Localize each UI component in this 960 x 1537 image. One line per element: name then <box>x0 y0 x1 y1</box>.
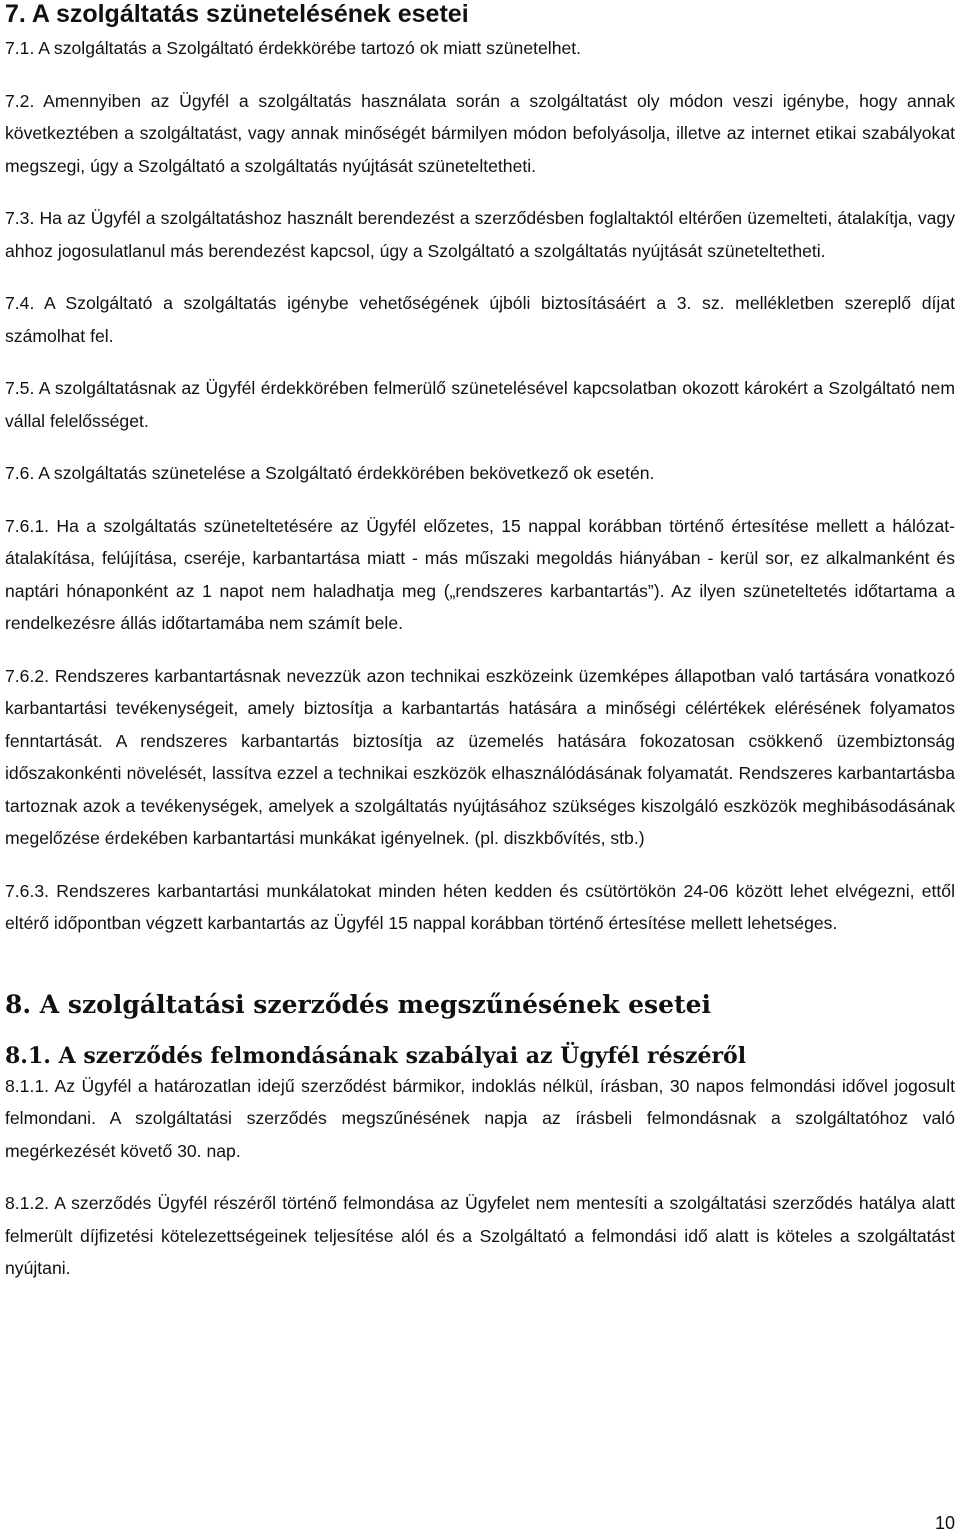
paragraph-7-2: 7.2. Amennyiben az Ügyfél a szolgáltatás használata során a szolgáltatást oly módon veszi igénybe, hogy annak következtében a szolgáltatást, vagy annak minőségét bármilyen módon befolyásolja, illetve az internet etikai szabályokat megszegi, úgy a Szolgáltató a szolgáltatás nyújtását szüneteltetheti. <box>5 90 955 176</box>
paragraph-7-4: 7.4. A Szolgáltató a szolgáltatás igénybe vehetőségének újbóli biztosításáért a 3. sz. mellékletben szereplő díjat számolhat fel. <box>5 293 955 346</box>
paragraph-7-3: 7.3. Ha az Ügyfél a szolgáltatáshoz használt berendezést a szerződésben foglaltaktól eltérően üzemelteti, átalakítja, vagy ahhoz jogosulatlanul más berendezést kapcsol, úgy a Szolgáltató a szolgáltatás nyújtását szüneteltetheti. <box>5 208 955 261</box>
paragraph-8-1-1: 8.1.1. Az Ügyfél a határozatlan idejű szerződést bármikor, indoklás nélkül, írásban, 30 napos felmondási idővel jogosult felmondani. A szolgáltatási szerződés megszűnésének napja az írásbeli felmondásnak a szolgáltatóhoz való megérkezését követő 30. nap. <box>5 1075 955 1161</box>
paragraph-7-5: 7.5. A szolgáltatásnak az Ügyfél érdekkörében felmerülő szünetelésével kapcsolatban okozott károkért a Szolgáltató nem vállal felelősséget. <box>5 378 955 431</box>
document-page <box>5 0 955 1285</box>
paragraph-7-6-3: 7.6.3. Rendszeres karbantartási munkálatokat minden héten kedden és csütörtökön 24-06 között lehet elvégezni, ettől eltérő időpontban végzett karbantartás az Ügyfél 15 nappal korábban történő értesítése mellett lehetséges. <box>5 880 955 933</box>
page-number: 10 <box>934 1513 955 1533</box>
section-8-1-heading: 8.1. A szerződés felmondásának szabályai az Ügyfél részéről <box>5 1042 747 1069</box>
section-7-heading: 7. A szolgáltatás szünetelésének esetei <box>5 0 469 28</box>
paragraph-7-1: 7.1. A szolgáltatás a Szolgáltató érdekkörébe tartozó ok miatt szünetelhet. <box>5 38 582 58</box>
section-8-heading: 8. A szolgáltatási szerződés megszűnésének esetei <box>5 989 711 1019</box>
paragraph-7-6-1: 7.6.1. Ha a szolgáltatás szüneteltetésére az Ügyfél előzetes, 15 nappal korábban történő értesítése mellett a hálózat-átalakítása, felújítása, cseréje, karbantartása miatt - más műszaki megoldás hiányában - kerül sor, ez alkalmanként és naptári hónaponként az 1 napot nem haladhatja meg („rendszeres karbantartás”). Az ilyen szüneteltetés időtartama a rendelkezésre állás időtartamába nem számít bele. <box>5 515 955 633</box>
paragraph-7-6-2: 7.6.2. Rendszeres karbantartásnak nevezzük azon technikai eszközeink üzemképes állapotban való tartására vonatkozó karbantartási tevékenységeit, amely biztosítja a karbantartás hatására a minőségi célértékek elérésének folyamatos fenntartását. A rendszeres karbantartás biztosítja az üzemelés hatására fokozatosan csökkenő üzembiztonság időszakonkénti növelését, lassítva ezzel a technikai eszközök elhasználódásának folyamatát. Rendszeres karbantartásba tartoznak azok a tevékenységek, amelyek a szolgáltatás nyújtásához szükséges kiszolgáló eszközök meghibásodásának megelőzése érdekében karbantartási munkákat igényelnek. (pl. diszkbővítés, stb.) <box>5 665 955 848</box>
paragraph-7-6: 7.6. A szolgáltatás szünetelése a Szolgáltató érdekkörében bekövetkező ok esetén. <box>5 463 655 483</box>
paragraph-8-1-2: 8.1.2. A szerződés Ügyfél részéről történő felmondása az Ügyfelet nem mentesíti a szolgáltatási szerződés hatálya alatt felmerült díjfizetési kötelezettségeinek teljesítése alól és a Szolgáltató a felmondási idő alatt is köteles a szolgáltatást nyújtani. <box>5 1193 955 1278</box>
